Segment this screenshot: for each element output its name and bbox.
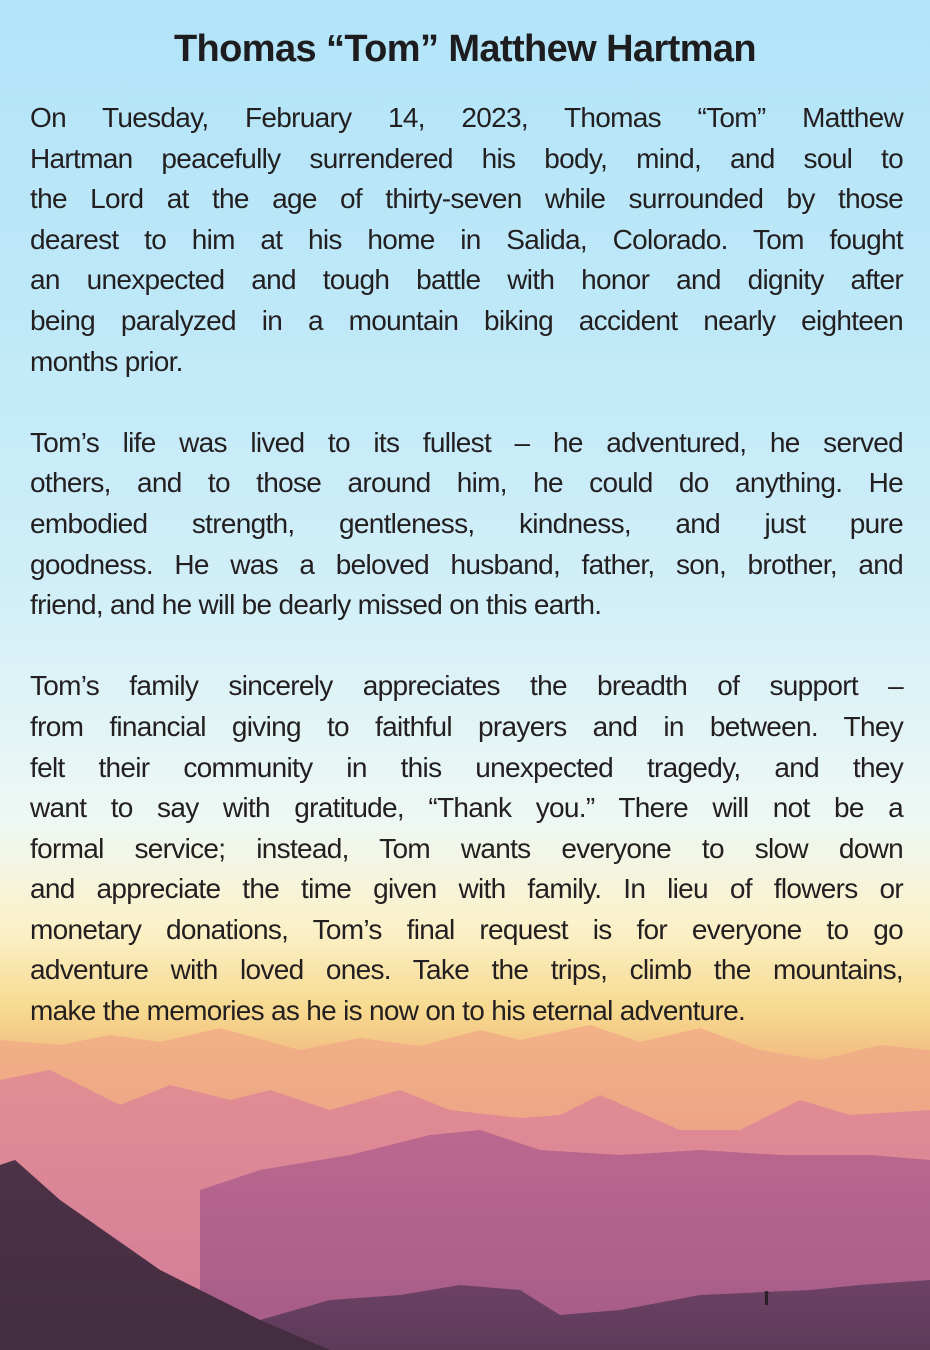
text-line: felt their community in this unexpected tragedy, and they	[30, 751, 903, 783]
text-line: formal service; instead, Tom wants everyone to slow down	[30, 832, 903, 864]
text-line: Tom’s life was lived to its fullest – he adventured, he served	[30, 426, 903, 458]
text-line: dearest to him at his home in Salida, Colorado. Tom fought	[30, 223, 903, 255]
paragraph-3	[30, 666, 903, 1031]
obituary-body	[30, 98, 903, 1032]
text-line: an unexpected and tough battle with honor and dignity after	[30, 264, 903, 296]
text-line: and appreciate the time given with family. In lieu of flowers or	[30, 873, 903, 905]
mountain-landscape-image	[0, 1020, 930, 1350]
text-line: from financial giving to faithful prayers and in between. They	[30, 710, 903, 742]
text-line: make the memories as he is now on to his eternal adventure.	[30, 995, 746, 1027]
text-line: others, and to those around him, he could do anything. He	[30, 467, 903, 499]
text-line: embodied strength, gentleness, kindness, and just pure	[30, 507, 903, 539]
text-line: the Lord at the age of thirty-seven while surrounded by those	[30, 183, 903, 215]
text-line: adventure with loved ones. Take the trips, climb the mountains,	[30, 954, 903, 986]
paragraph-1	[30, 98, 903, 382]
text-line: Tom’s family sincerely appreciates the breadth of support –	[30, 670, 903, 702]
text-line: being paralyzed in a mountain biking accident nearly eighteen	[30, 304, 903, 336]
text-line: months prior.	[30, 345, 183, 377]
text-line: goodness. He was a beloved husband, father, son, brother, and	[30, 548, 903, 580]
text-line: want to say with gratitude, “Thank you.” There will not be a	[30, 792, 903, 824]
text-line: monetary donations, Tom’s final request is for everyone to go	[30, 913, 903, 945]
page-title: Thomas “Tom” Matthew Hartman	[173, 28, 757, 70]
text-line: On Tuesday, February 14, 2023, Thomas “Tom” Matthew	[30, 102, 903, 133]
paragraph-2	[30, 423, 903, 626]
text-line: friend, and he will be dearly missed on this earth.	[30, 589, 602, 621]
text-line: Hartman peacefully surrendered his body, mind, and soul to	[30, 142, 903, 174]
hiker-silhouette	[765, 1291, 769, 1305]
